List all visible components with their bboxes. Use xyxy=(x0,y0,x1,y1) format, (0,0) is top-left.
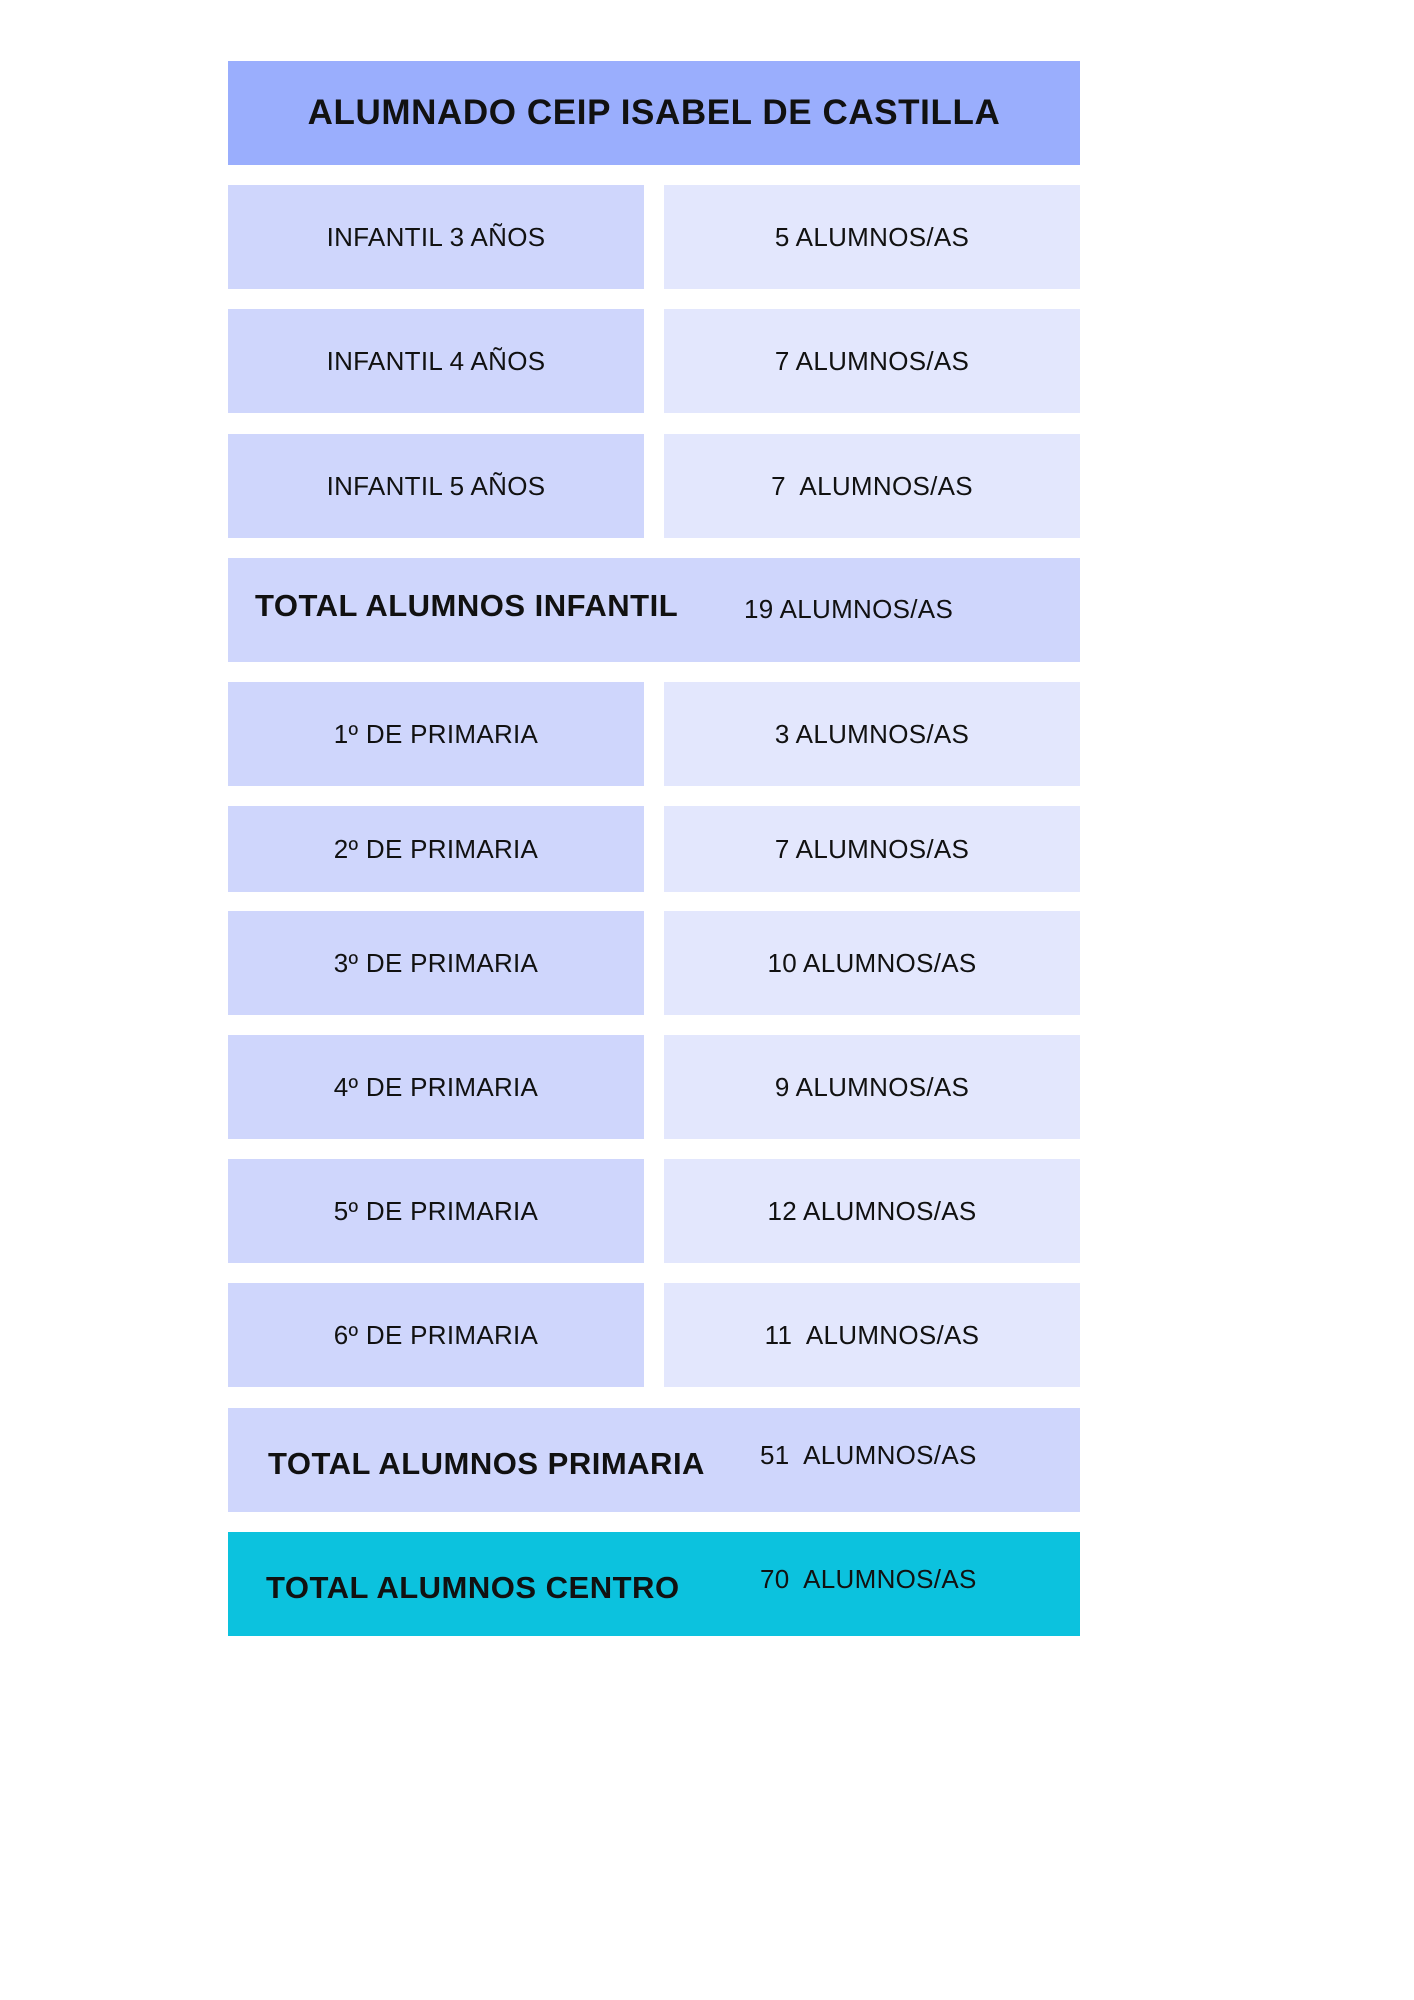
document-title xyxy=(228,61,1080,165)
row-value-primaria-5 xyxy=(664,1159,1080,1263)
total-primaria-value: 51 ALUMNOS/AS xyxy=(760,1440,977,1470)
row-value-primaria-1 xyxy=(664,682,1080,786)
row-value-primaria-4 xyxy=(664,1035,1080,1139)
row-label-primaria-5 xyxy=(228,1159,644,1263)
row-value-text: 11 ALUMNOS/AS xyxy=(764,1319,980,1350)
row-label-text: 4º DE PRIMARIA xyxy=(333,1071,539,1102)
row-value-primaria-2 xyxy=(664,806,1080,892)
row-value-infantil-5 xyxy=(664,434,1080,538)
row-label-infantil-3 xyxy=(228,185,644,289)
row-value-text: 7 ALUMNOS/AS xyxy=(771,470,973,501)
total-centro-row xyxy=(228,1532,1080,1636)
row-label-infantil-5 xyxy=(228,434,644,538)
total-infantil-label: TOTAL ALUMNOS INFANTIL xyxy=(255,588,679,623)
row-value-text: 3 ALUMNOS/AS xyxy=(774,718,970,749)
total-primaria-label: TOTAL ALUMNOS PRIMARIA xyxy=(268,1446,705,1481)
document-title-text: ALUMNADO CEIP ISABEL DE CASTILLA xyxy=(307,93,1001,132)
row-label-text: INFANTIL 3 AÑOS xyxy=(326,221,546,252)
row-label-text: 3º DE PRIMARIA xyxy=(333,947,539,978)
total-centro-value: 70 ALUMNOS/AS xyxy=(760,1564,977,1594)
row-value-primaria-6 xyxy=(664,1283,1080,1387)
total-primaria-row xyxy=(228,1408,1080,1512)
row-label-infantil-4 xyxy=(228,309,644,413)
row-label-text: 2º DE PRIMARIA xyxy=(333,833,539,864)
row-label-text: INFANTIL 5 AÑOS xyxy=(326,470,546,501)
total-infantil-row xyxy=(228,558,1080,662)
row-value-text: 10 ALUMNOS/AS xyxy=(767,947,977,978)
row-label-primaria-1 xyxy=(228,682,644,786)
row-label-primaria-2 xyxy=(228,806,644,892)
row-label-primaria-6 xyxy=(228,1283,644,1387)
total-infantil-value: 19 ALUMNOS/AS xyxy=(744,594,954,624)
row-label-text: 6º DE PRIMARIA xyxy=(333,1319,539,1350)
row-value-text: 12 ALUMNOS/AS xyxy=(767,1195,977,1226)
total-centro-label: TOTAL ALUMNOS CENTRO xyxy=(266,1570,680,1605)
row-value-text: 7 ALUMNOS/AS xyxy=(774,833,970,864)
row-value-text: 7 ALUMNOS/AS xyxy=(774,345,970,376)
row-label-primaria-4 xyxy=(228,1035,644,1139)
row-value-infantil-4 xyxy=(664,309,1080,413)
row-value-infantil-3 xyxy=(664,185,1080,289)
row-label-primaria-3 xyxy=(228,911,644,1015)
row-label-text: 5º DE PRIMARIA xyxy=(333,1195,539,1226)
row-label-text: INFANTIL 4 AÑOS xyxy=(326,345,546,376)
row-value-primaria-3 xyxy=(664,911,1080,1015)
row-value-text: 9 ALUMNOS/AS xyxy=(774,1071,970,1102)
row-value-text: 5 ALUMNOS/AS xyxy=(774,221,970,252)
row-label-text: 1º DE PRIMARIA xyxy=(333,718,539,749)
